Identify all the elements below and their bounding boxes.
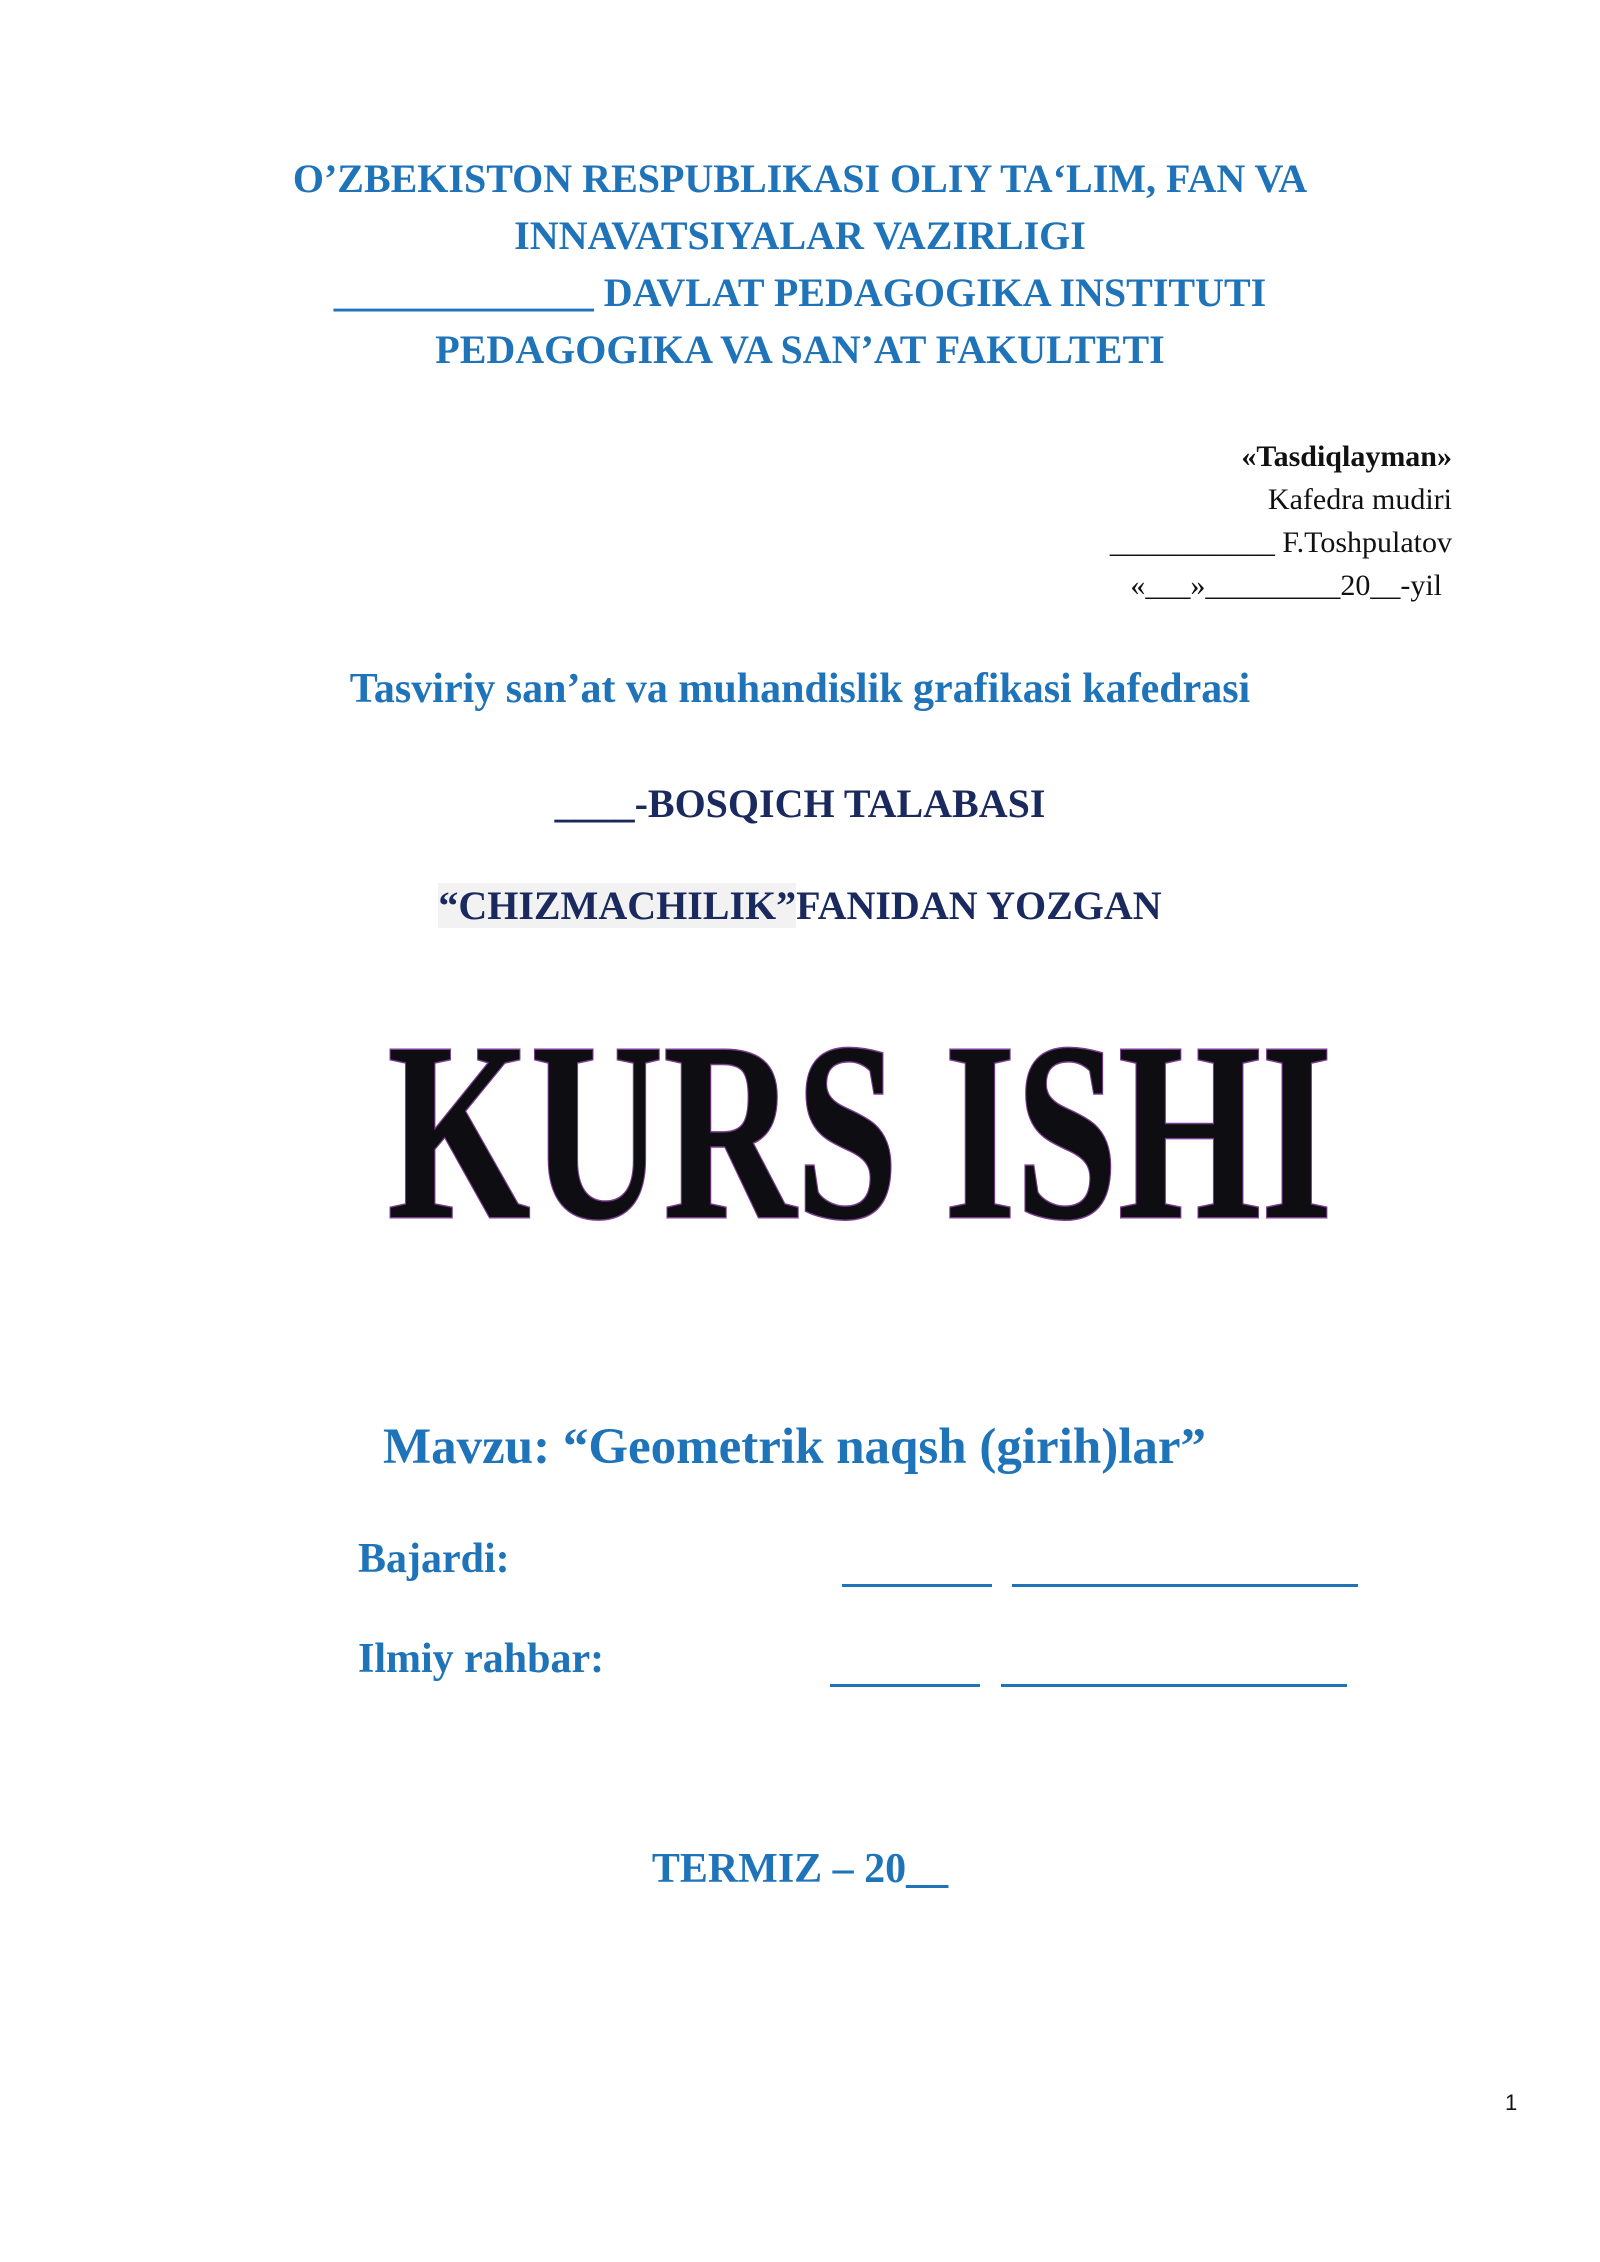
header-line-3: _____________ DAVLAT PEDAGOGIKA INSTITUTI [333,270,1267,315]
approval-position: Kafedra mudiri [1267,483,1452,516]
work-title-art [380,975,1340,1295]
subject-rest: FANIDAN YOZGAN [796,883,1162,928]
subject-line [0,882,1600,929]
supervisor-name-blank [1001,1683,1347,1687]
stage-line: ____-BOSQICH TALABASI [554,781,1046,826]
header-line-4: PEDAGOGIKA VA SAN’AT FAKULTETI [435,327,1165,372]
header-line-1: O’ZBEKISTON RESPUBLIKASI OLIY TA‘LIM, FAN VA [292,156,1308,201]
subject-quoted: “CHIZMACHILIK” [438,883,797,928]
approval-signature: ___________ F.Toshpulatov [1109,526,1452,559]
approval-title: «Tasdiqlayman» [1241,440,1452,473]
topic-title: Mavzu: “Geometrik naqsh (girih)lar” [383,1419,1206,1475]
approval-block [852,435,1452,607]
page-number: 1 [1505,2090,1518,2115]
performed-by-row [358,1535,1358,1595]
work-title-text: KURS ISHI [387,991,1333,1273]
supervisor-label: Ilmiy rahbar: [358,1636,605,1682]
ministry-header [0,150,1600,378]
supervisor-title-blank [830,1683,980,1687]
performed-by-label: Bajardi: [358,1536,510,1582]
header-line-2: INNAVATSIYALAR VAZIRLIGI [514,213,1086,258]
city-year: TERMIZ – 20__ [651,1846,949,1892]
department-name: Tasviriy san’at va muhandislik grafikasi kafedrasi [349,666,1251,712]
approval-date: «___»_________20__-yil [1130,569,1442,602]
performed-by-name-blank [1012,1583,1358,1587]
supervisor-row [358,1635,1358,1695]
performed-by-group-blank [842,1583,992,1587]
